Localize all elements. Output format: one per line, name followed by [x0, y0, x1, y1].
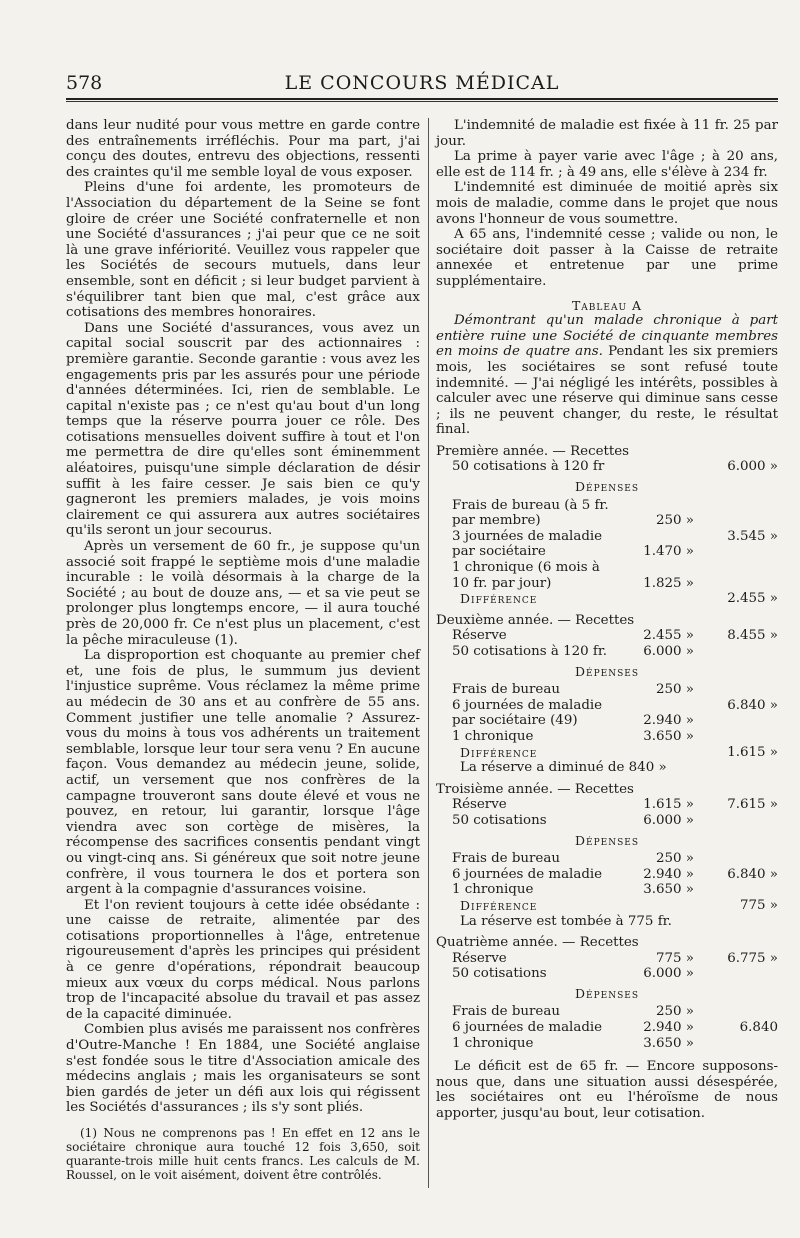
row-amount: 250 »: [655, 513, 694, 529]
depenses-label: Dépenses: [575, 663, 639, 679]
tableau-a: [436, 444, 778, 1051]
row-total: 6.840 »: [727, 866, 778, 882]
tableau-row: [436, 851, 778, 867]
row-total: 6.775 »: [727, 950, 778, 966]
depenses-label: Dépenses: [575, 985, 639, 1001]
row-label: 6 journées de maladie: [452, 697, 603, 713]
tableau-row: [436, 529, 778, 545]
paragraph: L'indemnité de maladie est fixée à 11 fr. 25 par jour.: [436, 118, 778, 149]
paragraph: L'indemnité est diminuée de moitié après six mois de maladie, comme dans le projet que nous avons l'honneur de vous soumettre.: [436, 180, 778, 227]
paragraph: Combien plus avisés me paraissent nos confrères d'Outre-Manche ! En 1884, une Société anglaise s'est fondée sous le titre d'Association amicale des médecins anglais ; mais les organisateurs se sont bien gardés de jeter un défi aux lois qui régissent les Sociétés d'assurances ; ils s'y sont pliés.: [66, 1022, 420, 1116]
row-amount: 1.615 »: [643, 797, 694, 813]
running-title: LE CONCOURS MÉDICAL: [284, 72, 560, 94]
row-total: 8.455 »: [727, 628, 778, 644]
year-title: Troisième année. — Recettes: [436, 781, 634, 797]
row-total: 6.840: [739, 1020, 778, 1036]
row-total: 6.840 »: [727, 697, 778, 713]
row-label: 6 journées de maladie: [452, 1020, 603, 1036]
row-amount: 2.940 »: [643, 866, 694, 882]
row-amount: 6.000 »: [643, 966, 694, 982]
row-total: 7.615 »: [727, 797, 778, 813]
row-amount: 250 »: [655, 851, 694, 867]
tableau-row: [436, 513, 778, 529]
tableau-row: [436, 813, 778, 829]
note-text: La réserve est tombée à 775 fr.: [460, 913, 672, 929]
row-label: par sociétaire: [452, 544, 546, 560]
tableau-row: [436, 644, 778, 660]
year-title: Quatrième année. — Recettes: [436, 935, 639, 951]
header-rule: [66, 98, 778, 100]
note-text: La réserve a diminué de 840 »: [460, 760, 667, 776]
row-label: 1 chronique (6 mois à: [452, 560, 600, 576]
row-label: Frais de bureau: [452, 1004, 560, 1020]
row-amount: 3.650 »: [643, 728, 694, 744]
tableau-row: [436, 1004, 778, 1020]
row-amount: 3.650 »: [643, 1035, 694, 1051]
row-total: 6.000 »: [727, 459, 778, 475]
row-label: 50 cotisations à 120 fr.: [452, 644, 608, 659]
tableau-row: [436, 951, 778, 967]
year-block: [436, 444, 778, 607]
depenses-label: Dépenses: [575, 479, 639, 495]
paragraph: La disproportion est choquante au premier chef et, une fois de plus, le summum jus devient l'injustice suprême. Vous réclamez la même prime au médecin de 30 ans et au confrère de 55 ans. Comment justifier une telle anomalie ? Assurez-vous du moins à tous vos adhérents un traitement semblable, lorsque leur tour sera venu ? En aucune façon. Vous demandez au médecin jeune, solide, actif, un versement que nos confrères de la campagne trouveront sans doute élevé et vous ne pouvez, en retour, lui garantir, lorsque l'âge viendra avec son cortège de misères, la récompense des sacrifices consentis pendant vingt ou vingt-cinq ans. Si généreux que soit notre jeune confrère, il vous tournera le dos et portera son argent à la compagnie d'assurances voisine.: [66, 648, 420, 898]
paragraph: La prime à payer varie avec l'âge ; à 20 ans, elle est de 114 fr. ; à 49 ans, elle s'élève à 234 fr.: [436, 149, 778, 180]
tableau-row: [436, 966, 778, 982]
tableau-row: [436, 867, 778, 883]
tableau-row: [436, 576, 778, 592]
row-amount: 2.940 »: [643, 713, 694, 729]
tableau-row: [436, 745, 778, 761]
row-label: 1 chronique: [452, 1035, 534, 1051]
footnote: (1) Nous ne comprenons pas ! En effet en 12 ans le sociétaire chronique aura touché 12 fois 3,650, soit quarante-trois mille huit cents francs. Les calculs de M. Roussel, on le voit aisément, doivent être contrôlés.: [66, 1126, 420, 1182]
row-amount: 775 »: [655, 950, 694, 966]
row-amount: 250 »: [655, 682, 694, 698]
header-rule-thin: [66, 101, 778, 102]
row-label: Réserve: [452, 797, 507, 813]
tableau-row: [436, 498, 778, 514]
paragraph: dans leur nudité pour vous mettre en garde contre des entraînements irréfléchis. Pour ma part, j'ai conçu des doutes, entrevu des objections, ressenti des craintes qu'il me semble loyal de vous exposer.: [66, 118, 420, 180]
tableau-row: [436, 560, 778, 576]
closing-paragraph: Le déficit est de 65 fr. — Encore supposons-nous que, dans une situation aussi désespérée, les sociétaires ont eu l'héroïsme de nous apporter, jusqu'au bout, leur cotisation.: [436, 1059, 778, 1122]
tableau-row: [436, 1020, 778, 1036]
row-label: 1 chronique: [452, 882, 534, 898]
row-label: par membre): [452, 513, 541, 529]
row-label: Différence: [460, 591, 538, 607]
row-label: 50 cotisations: [452, 812, 547, 828]
row-label: Différence: [460, 897, 538, 913]
tableau-title: Tableau A: [571, 297, 643, 313]
row-label: 6 journées de maladie: [452, 866, 603, 882]
tableau-row: [436, 713, 778, 729]
tableau-row: [436, 1036, 778, 1052]
tableau-row: [436, 898, 778, 914]
tableau-row: [436, 544, 778, 560]
row-label: 1 chronique: [452, 728, 534, 744]
year-note: [436, 760, 778, 776]
row-label: Frais de bureau (à 5 fr.: [452, 497, 609, 513]
depenses-label: Dépenses: [575, 832, 639, 848]
row-amount: 1.825 »: [643, 575, 694, 591]
paragraph: Dans une Société d'assurances, vous avez un capital social souscrit par des actionnaires : première garantie. Seconde garantie : vous avez les engagements pris par les assurés pour une période d'années déterminées. Ici, rien de semblable. Le capital n'existe pas ; ce n'est qu'au bout d'un long temps que la réserve pourra jouer ce rôle. Des cotisations mensuelles doivent suffire à tout et l'on me permettra de dire qu'elles sont éminemment aléatoires, puisqu'une simple déclaration de désir suffit à les faire cesser. Je sais bien ce qu'y gagneront les premiers malades, je vois moins clairement ce qui assurera aux autres sociétaires qu'ils seront un jour secourus.: [66, 320, 420, 539]
year-block: [436, 613, 778, 776]
row-label: Réserve: [452, 628, 507, 644]
paragraph: A 65 ans, l'indemnité cesse ; valide ou non, le sociétaire doit passer à la Caisse de retraite annexée et entretenue par une prime supplémentaire.: [436, 227, 778, 289]
tableau-subtitle-text: Démontrant qu'un malade chronique à part entière ruine une Société de cinquante membres en moins de quatre ans.: [436, 313, 778, 360]
tableau-row: [436, 682, 778, 698]
year-block: [436, 782, 778, 929]
row-total: 1.615 »: [727, 744, 778, 760]
row-label: 50 cotisations à 120 fr: [452, 459, 605, 475]
row-total: 775 »: [739, 897, 778, 913]
tableau-row: [436, 698, 778, 714]
row-label: Frais de bureau: [452, 851, 560, 867]
page-header: [66, 72, 778, 100]
year-block: [436, 935, 778, 1051]
row-label: Différence: [460, 744, 538, 760]
left-column: [66, 118, 420, 1182]
row-label: Réserve: [452, 950, 507, 966]
right-column: [436, 118, 778, 1122]
page-number: 578: [66, 72, 103, 94]
row-amount: 250 »: [655, 1004, 694, 1020]
tableau-row: [436, 628, 778, 644]
row-label: 10 fr. par jour): [452, 575, 552, 591]
tableau-row: [436, 459, 778, 475]
year-note: [436, 914, 778, 930]
tableau-row: [436, 729, 778, 745]
tableau-row: [436, 591, 778, 607]
year-title: Deuxième année. — Recettes: [436, 612, 635, 628]
row-label: 50 cotisations: [452, 966, 547, 982]
paragraph: Après un versement de 60 fr., je suppose qu'un associé soit frappé le septième mois d'une maladie incurable : le voilà désormais à la charge de la Société ; au bout de douze ans, — et sa vie peut se prolonger plus longtemps encore, — il aura touché près de 20,000 fr. Ce n'est plus un placement, c'est la pêche miraculeuse (1).: [66, 539, 420, 648]
row-total: 2.455 »: [727, 591, 778, 607]
column-divider: [428, 118, 429, 1188]
row-total: 3.545 »: [727, 528, 778, 544]
tableau-row: [436, 882, 778, 898]
tableau-intro: Pendant les six premiers mois, les sociétaires se sont refusé toute indemnité. — J'ai négligé les intérêts, possibles à calculer avec une réserve qui diminue sans cesse ; ils ne peuvent changer, du reste, le résultat final.: [436, 344, 778, 438]
row-amount: 2.940 »: [643, 1020, 694, 1036]
row-label: par sociétaire (49): [452, 713, 578, 729]
row-label: Frais de bureau: [452, 682, 560, 698]
row-amount: 3.650 »: [643, 882, 694, 898]
year-title: Première année. — Recettes: [436, 443, 630, 459]
row-amount: 1.470 »: [643, 544, 694, 560]
paragraph: Et l'on revient toujours à cette idée obsédante : une caisse de retraite, alimentée par des cotisations proportionnelles à l'âge, entretenue rigoureusement d'après les principes qui président à ce genre d'opérations, répondrait beaucoup mieux aux vœux du corps médical. Nous parlons trop de l'incapacité absolue du travail et pas assez de la capacité diminuée.: [66, 897, 420, 1022]
row-label: 3 journées de maladie: [452, 528, 603, 544]
tableau-subtitle: [436, 313, 778, 438]
paragraph: Pleins d'une foi ardente, les promoteurs de l'Association du département de la Seine se font gloire de créer une Société confraternelle et non une Société d'assurances ; j'ai peur que ce ne soit là une grave infériorité. Veuillez vous rappeler que les Sociétés de secours mutuels, dans leur ensemble, sont en déficit ; si leur budget parvient à s'équilibrer tant bien que mal, c'est grâce aux cotisations des membres honoraires.: [66, 180, 420, 321]
row-amount: 6.000 »: [643, 644, 694, 659]
tableau-row: [436, 797, 778, 813]
row-amount: 2.455 »: [643, 628, 694, 644]
row-amount: 6.000 »: [643, 812, 694, 828]
